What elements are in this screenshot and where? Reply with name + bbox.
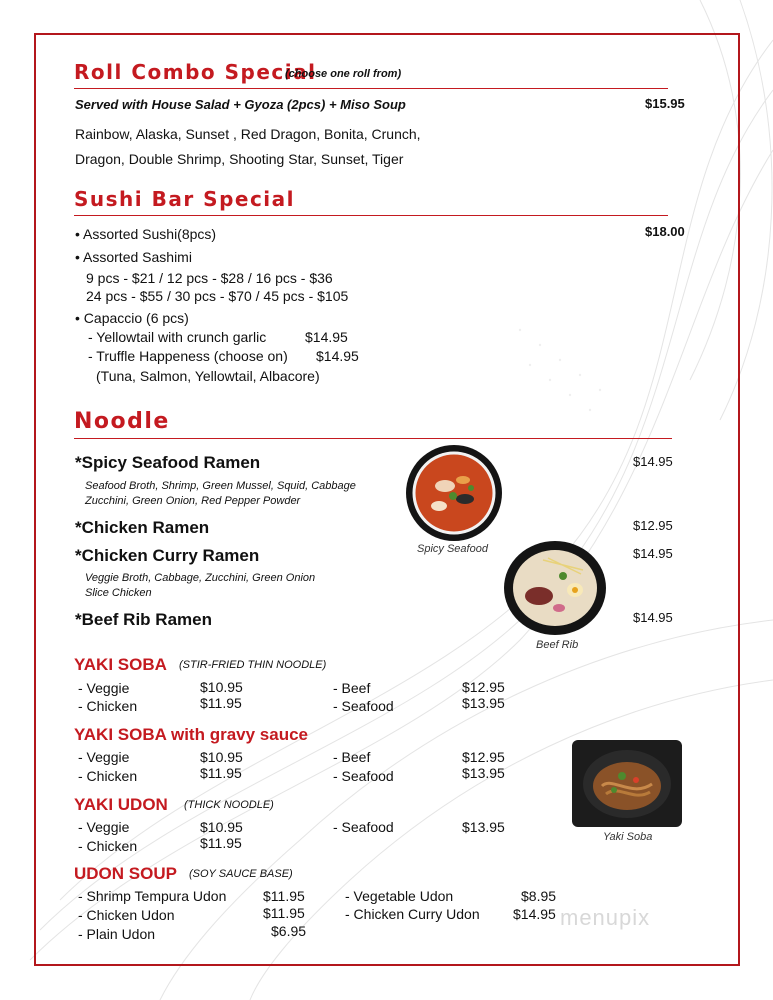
noodle-rule [74, 438, 672, 439]
menu-item-price: $10.95 [200, 819, 243, 835]
spicy-seafood-caption: Spicy Seafood [417, 543, 488, 555]
menu-item-price: $13.95 [462, 765, 505, 781]
sushi-bar-rule [74, 215, 668, 216]
menu-item-price: $10.95 [200, 679, 243, 695]
yellowtail-price: $14.95 [305, 329, 348, 345]
assorted-sushi: • Assorted Sushi(8pcs) [75, 226, 217, 242]
ramen-desc: Zucchini, Green Onion, Red Pepper Powder [85, 495, 301, 507]
menu-item-name: - Chicken [78, 698, 138, 714]
ramen-name: *Beef Rib Ramen [75, 610, 212, 629]
menu-item-name: - Chicken Curry Udon [345, 906, 480, 922]
menu-item-price: $8.95 [521, 888, 557, 904]
menu-item-name: - Seafood [333, 819, 394, 835]
udon-soup-note: (SOY SAUCE BASE) [189, 868, 293, 880]
udon-soup-title: UDON SOUP [74, 864, 177, 883]
truffle-options: (Tuna, Salmon, Yellowtail, Albacore) [96, 368, 320, 384]
capaccio: • Capaccio (6 pcs) [75, 310, 189, 326]
yaki-soba-gravy-title: YAKI SOBA with gravy sauce [74, 725, 308, 744]
roll-combo-price: $15.95 [645, 96, 685, 111]
menu-item-price: $13.95 [462, 695, 505, 711]
yaki-soba-title: YAKI SOBA [74, 655, 167, 674]
menu-item-name: - Shrimp Tempura Udon [78, 888, 227, 904]
menu-item-name: - Veggie [78, 819, 130, 835]
menu-item-name: - Beef [333, 749, 371, 765]
menu-item-name: - Seafood [333, 768, 394, 784]
menu-item-price: $11.95 [200, 765, 242, 781]
noodle-title: Noodle [74, 409, 170, 434]
yaki-udon-note: (THICK NOODLE) [184, 799, 274, 811]
ramen-desc: Veggie Broth, Cabbage, Zucchini, Green Onion [85, 572, 316, 584]
truffle-item: - Truffle Happeness (choose on) [88, 348, 288, 364]
beef-rib-photo [503, 540, 607, 636]
menu-item-name: - Chicken [78, 838, 138, 854]
menu-item-name: - Plain Udon [78, 926, 156, 942]
menu-item-price: $12.95 [462, 749, 505, 765]
roll-combo-served: Served with House Salad + Gyoza (2pcs) + Miso Soup [75, 97, 406, 112]
menu-item-price: $11.95 [263, 905, 305, 921]
yaki-udon-title: YAKI UDON [74, 795, 168, 814]
beef-rib-caption: Beef Rib [536, 639, 579, 651]
spicy-seafood-photo [405, 444, 503, 542]
sushi-bar-title: Sushi Bar Special [74, 187, 296, 211]
sashimi-line-1: 9 pcs - $21 / 12 pcs - $28 / 16 pcs - $36 [86, 270, 333, 286]
ramen-name: *Chicken Ramen [75, 518, 210, 537]
yaki-soba-caption: Yaki Soba [603, 831, 653, 843]
ramen-desc: Slice Chicken [85, 587, 152, 599]
sushi-bar-price: $18.00 [645, 224, 685, 239]
menu-item-price: $13.95 [462, 819, 505, 835]
sashimi-line-2: 24 pcs - $55 / 30 pcs - $70 / 45 pcs - $105 [86, 288, 349, 304]
ramen-name: *Spicy Seafood Ramen [75, 453, 261, 472]
menu-item-name: - Veggie [78, 749, 130, 765]
menu-item-price: $10.95 [200, 749, 243, 765]
menu-item-price: $11.95 [263, 888, 305, 904]
ramen-price: $12.95 [633, 518, 673, 533]
ramen-price: $14.95 [633, 546, 673, 561]
ramen-desc: Seafood Broth, Shrimp, Green Mussel, Squid, Cabbage [85, 480, 356, 492]
menu-item-name: - Seafood [333, 698, 394, 714]
menu-item-price: $11.95 [200, 835, 242, 851]
roll-combo-note: (choose one roll from) [285, 68, 402, 80]
yellowtail-item: - Yellowtail with crunch garlic [88, 329, 267, 345]
menu-item-name: - Veggie [78, 680, 130, 696]
menu-item-price: $12.95 [462, 679, 505, 695]
menupix-watermark: menupix [560, 905, 651, 930]
menu-item-name: - Beef [333, 680, 371, 696]
ramen-price: $14.95 [633, 454, 673, 469]
roll-combo-title: Roll Combo Special [74, 60, 317, 84]
roll-list-line-1: Rainbow, Alaska, Sunset , Red Dragon, Bonita, Crunch, [75, 126, 421, 142]
menu-item-name: - Vegetable Udon [345, 888, 454, 904]
yaki-soba-photo [572, 740, 682, 827]
menu-item-name: - Chicken Udon [78, 907, 175, 923]
truffle-price: $14.95 [316, 348, 359, 364]
yaki-soba-note: (STIR-FRIED THIN NOODLE) [179, 659, 327, 671]
menu-item-price: $14.95 [513, 906, 556, 922]
menu-item-name: - Chicken [78, 768, 138, 784]
assorted-sashimi: • Assorted Sashimi [75, 249, 192, 265]
roll-combo-rule [74, 88, 668, 89]
menu-item-price: $11.95 [200, 695, 242, 711]
menu-item-price: $6.95 [271, 923, 307, 939]
ramen-name: *Chicken Curry Ramen [75, 546, 260, 565]
roll-list-line-2: Dragon, Double Shrimp, Shooting Star, Sunset, Tiger [75, 151, 404, 167]
ramen-price: $14.95 [633, 610, 673, 625]
